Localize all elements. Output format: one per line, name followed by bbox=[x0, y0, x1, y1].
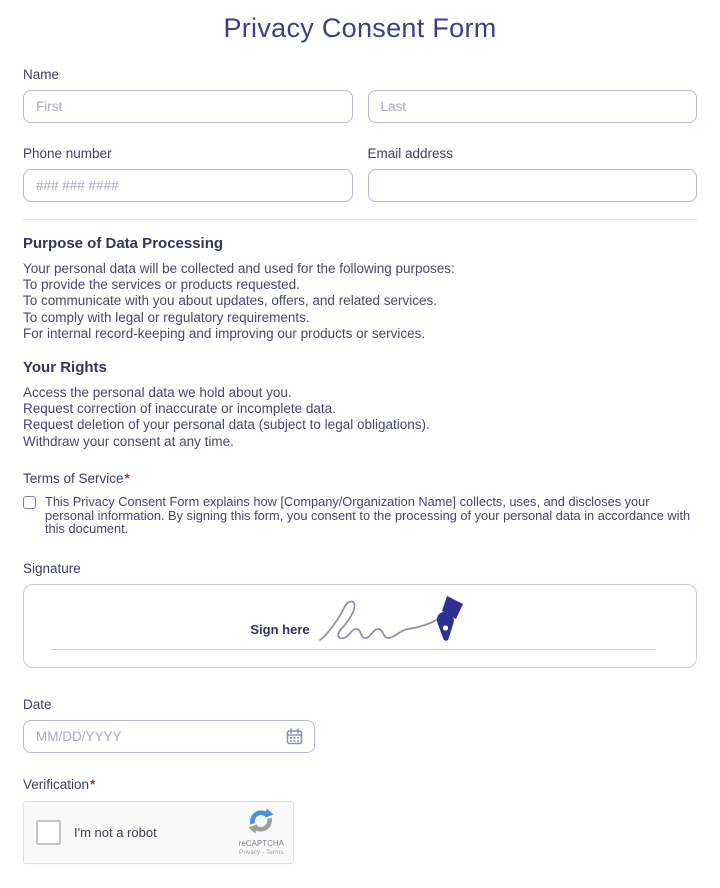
section-divider bbox=[23, 219, 697, 220]
required-asterisk: * bbox=[124, 470, 130, 486]
calendar-icon[interactable] bbox=[286, 728, 303, 745]
page-title: Privacy Consent Form bbox=[223, 13, 497, 43]
terms-label: Terms of Service* bbox=[23, 470, 130, 486]
signature-hint bbox=[24, 595, 696, 647]
name-row bbox=[23, 90, 697, 123]
terms-consent-row bbox=[23, 495, 697, 536]
required-asterisk: * bbox=[90, 777, 96, 793]
email-input[interactable] bbox=[368, 169, 698, 202]
date-label: Date bbox=[23, 697, 52, 713]
sign-here-text: Sign here bbox=[250, 622, 310, 638]
purpose-heading: Purpose of Data Processing bbox=[23, 235, 224, 252]
rights-heading: Your Rights bbox=[23, 359, 107, 377]
contact-row bbox=[23, 146, 697, 202]
purpose-text: Your personal data will be collected and used for the following purposes: To provide the services or products requested. To communicate with you about updates, offers, and related services. To comply with legal or regulatory requirements. For internal record-keeping and improving our products or services. bbox=[23, 261, 455, 341]
phone-input[interactable] bbox=[23, 169, 353, 202]
terms-text: This Privacy Consent Form explains how [Company/Organization Name] collects, uses, and discloses your personal information. By signing this form, you consent to the processing of your personal data in accordance with this document. bbox=[45, 493, 691, 537]
fountain-pen-icon bbox=[318, 595, 470, 647]
recaptcha-widget bbox=[23, 801, 294, 864]
name-label: Name bbox=[23, 67, 60, 82]
rights-text: Access the personal data we hold about you. Request correction of inaccurate or incomplete data. Request deletion of your personal data (subject to legal obligations). Withdraw your consent at any time. bbox=[23, 385, 430, 449]
signature-label: Signature bbox=[23, 561, 81, 577]
terms-checkbox[interactable] bbox=[23, 496, 36, 509]
date-field bbox=[23, 720, 315, 753]
last-name-input[interactable] bbox=[368, 90, 698, 123]
recaptcha-brand bbox=[239, 808, 284, 857]
recaptcha-checkbox-label: I'm not a robot bbox=[74, 825, 157, 841]
verification-label: Verification* bbox=[23, 777, 96, 793]
date-input[interactable] bbox=[23, 720, 315, 753]
signature-pad[interactable] bbox=[23, 584, 697, 668]
privacy-consent-form bbox=[0, 13, 720, 864]
recaptcha-privacy-terms-links[interactable]: Privacy - Terms bbox=[238, 849, 284, 857]
phone-label: Phone number bbox=[23, 146, 112, 161]
recaptcha-brand-name: reCAPTCHA bbox=[238, 839, 284, 849]
recaptcha-logo-icon bbox=[248, 808, 274, 834]
recaptcha-checkbox[interactable] bbox=[36, 820, 61, 845]
signature-line bbox=[51, 649, 656, 650]
email-label: Email address bbox=[367, 146, 454, 161]
first-name-input[interactable] bbox=[23, 90, 353, 123]
